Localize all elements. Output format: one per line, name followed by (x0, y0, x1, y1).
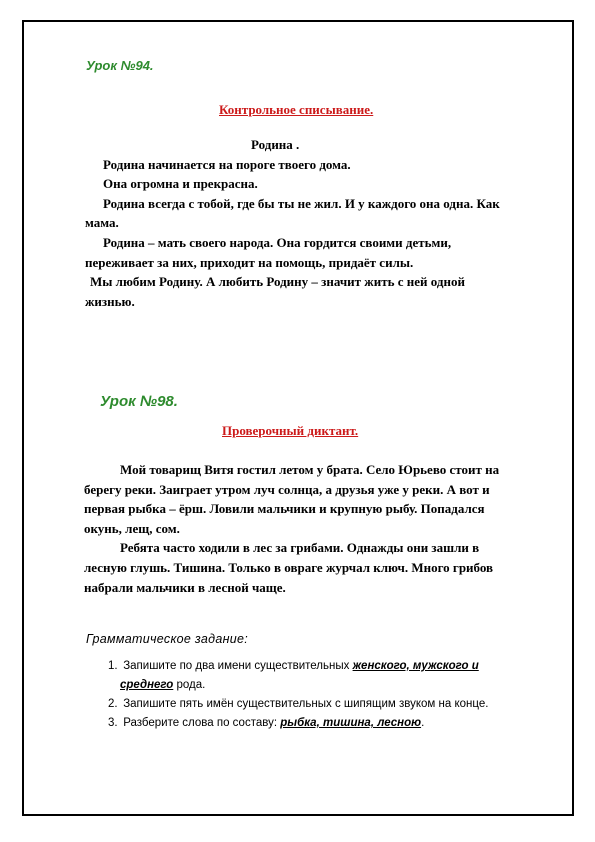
task-text: Разберите слова по составу: (123, 717, 278, 729)
lesson-98-label: Урок №98. (100, 393, 178, 410)
lesson-94-label: Урок №94. (86, 58, 154, 73)
text-line: набрали мальчики в лесной чаще. (84, 579, 286, 595)
text-line: первая рыбка – ёрш. Ловили мальчики и крупную рыбу. Попадался (84, 501, 485, 517)
text-line: лесную глушь. Тишина. Только в овраге журчал ключ. Много грибов (84, 559, 494, 575)
lesson-94-text (85, 135, 543, 311)
task-emphasis: среднего (120, 679, 174, 691)
task-text: рода. (176, 679, 206, 691)
task-emphasis: женского, мужского и (352, 660, 479, 672)
task-number: 2. (108, 698, 118, 710)
grammar-tasks (108, 658, 528, 734)
text-line: Мы любим Родину. А любить Родину – значит жить с ней одной (90, 274, 465, 290)
text-line: Родина всегда с тобой, где бы ты не жил. И у каждого она одна. Как (103, 195, 500, 211)
lesson-98-text (84, 460, 534, 597)
text-line: Родина – мать своего народа. Она гордится своими детьми, (103, 234, 452, 250)
task-1-cont (108, 677, 528, 693)
text-line: окунь, лещ, сом. (84, 520, 180, 536)
text-line: Мой товарищ Витя гостил летом у брата. Село Юрьево стоит на (120, 462, 500, 477)
task-2 (108, 696, 528, 712)
task-text: Запишите по два имени существительных (123, 660, 350, 672)
text-line: Она огромна и прекрасна. (103, 176, 258, 192)
text-title: Родина . (251, 137, 300, 152)
text-line: Родина начинается на пороге твоего дома. (103, 156, 351, 172)
text-line: мама. (85, 215, 119, 231)
task-emphasis: рыбка, тишина, лесною (280, 717, 422, 729)
task-number: 3. (108, 717, 118, 729)
task-text: Запишите пять имён существительных с шипящим звуком на конце. (123, 698, 489, 710)
text-line: переживает за них, приходит на помощь, придаёт силы. (85, 254, 414, 270)
text-line: берегу реки. Заиграет утром луч солнца, а друзья уже у реки. А вот и (84, 481, 490, 497)
text-line: Ребята часто ходили в лес за грибами. Однажды они зашли в (120, 540, 480, 556)
lesson-98-title: Проверочный диктант. (222, 423, 359, 438)
task-text: . (421, 717, 425, 729)
task-3 (108, 715, 528, 731)
lesson-94-title: Контрольное списывание. (219, 102, 374, 117)
task-number: 1. (108, 660, 118, 672)
task-1 (108, 658, 528, 674)
grammar-title: Грамматическое задание: (86, 632, 249, 646)
text-line: жизнью. (85, 293, 135, 309)
